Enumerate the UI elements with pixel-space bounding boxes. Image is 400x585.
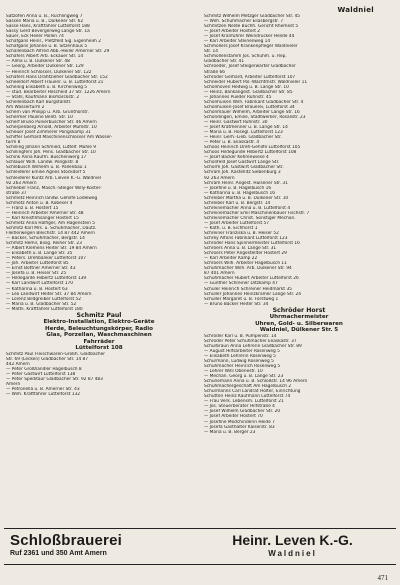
directory-entry: Straße 66	[204, 69, 225, 75]
directory-entry: Schiffer Gerhard Maschinenschlosser Am Wasser-	[6, 135, 113, 141]
business-detail: Herde, Beleuchtungskörper, Radio	[45, 325, 153, 332]
directory-entry: Schlebusch Wilhelm u. B. Pallenbau 1	[6, 165, 87, 171]
directory-entry: 92 263 Amern	[204, 175, 235, 181]
directory-entry: — Josef Arbeiter Hostert 2	[204, 29, 261, 35]
directory-entry: Schuhmacher Wilh. Arb. Dülkener Str. 94	[204, 266, 292, 272]
directory-entry: — Josef Arbeiter Lüttelforst 57	[204, 220, 269, 226]
directory-entry: Schafgans Johanne u. B. Sitzenhaus 5	[6, 44, 88, 50]
directory-entry: — Josef Kranführer Weindrucker Heilde 44	[204, 34, 295, 40]
directory-entry: Schmitz Karl Mrs. u. Schuhmacher, Dautz.	[6, 225, 97, 231]
directory-entry: Schrey Alfons Fabrikant Lüttelforst 123	[204, 236, 288, 242]
brewery-advertisement	[4, 528, 396, 565]
directory-entry: — Wilh. Schuhmacher Eliasbergstr. 7	[204, 19, 284, 25]
ad-brand-block	[4, 529, 189, 564]
directory-entry: turm 8	[6, 140, 21, 146]
directory-entry: Schütten Heinz Kaufmann Lüttelforst 74	[204, 394, 291, 400]
directory-entry: — Karl Kreisfilmsänger Hostert 15	[6, 215, 79, 221]
directory-entry: Schorm Joh. Gastwirt Gladbacher Str.	[204, 165, 284, 171]
right-column	[204, 14, 394, 435]
directory-entry: Gladbacher Str. 41	[204, 59, 245, 65]
directory-entry: Schreiber Martha u. B. Dülkener Str. 10	[204, 195, 289, 201]
directory-entry: — Katharina u. B. Hagelbusch 16	[204, 190, 275, 196]
directory-entry: — Josefine u. B. Hagelbusch 16	[204, 185, 272, 191]
directory-entry: Schönhuisen Wilh. Fabrikant Gladbacher Str. 4	[204, 99, 304, 105]
directory-entry: — Karl Landwirt Lüttelforst 170	[6, 281, 74, 287]
directory-entry: — Maria u. B. Berger 23	[204, 429, 256, 435]
ad-town-name: Waldniel	[268, 549, 317, 558]
directory-entry: Fleitlerwegen Bleichstr. 14 87 442 Amern	[6, 231, 95, 237]
directory-entry: — Josefa Gasthalter Kaiserstr. 83	[204, 424, 275, 430]
directory-entry: 92 263 Amern	[6, 180, 37, 186]
directory-entry: straße 37	[6, 190, 27, 196]
directory-entry: Schuhmacher Hubert Arbeiter Lüttelforst 26	[204, 276, 299, 282]
directory-entry: Schmitz Wilhelm Metzger Gladbacher Str. 45	[204, 14, 301, 19]
directory-entry: Scheinig Elisabeth u. B. Kirchenweg 5	[6, 84, 88, 90]
directory-entry: — Heinrich Schlosser, Dülkener Str. 122	[6, 69, 92, 75]
directory-entry: — Maria u. B. Gladbacher Str. 52	[6, 301, 77, 307]
directory-entry: — Josef Wilhelm Gladbacher Str. 20	[204, 409, 281, 415]
directory-entry: Schmöllers Josef Krankenpfleger Waldnieler	[204, 44, 298, 50]
directory-entry: — Lehrer Willi Obenestr. 10	[204, 369, 263, 375]
directory-entry: Schillingfers Joh. Pens. Gladbacher Str. 10	[6, 150, 96, 156]
directory-entry: Schroeder, Josef Steigerwärter Gladbacher	[204, 64, 296, 70]
directory-entry: Sauer, Eck Heiler Pollen 74	[6, 34, 64, 40]
directory-entry: — Peters. Drehbänker Lüttelforst 107	[6, 256, 86, 262]
directory-entry: — Kath. u. B. Eichhorst 1	[204, 225, 258, 231]
directory-entry: — Bruno Bäcker Heiter Str. 34	[204, 301, 269, 307]
directory-entry: — Peter Großhändler Hagelbusch 8	[6, 367, 82, 373]
directory-entry: Amern	[6, 382, 21, 388]
business-detail: Fahrräder	[83, 338, 115, 345]
ad-brand-name: Schloßbrauerei	[10, 532, 122, 549]
directory-entry: Scheeldorf Albert Frauenr. u. B. Lüttelforst 21	[6, 79, 104, 85]
directory-entry: Schröder Hans Spinnermeister Lüttelforst 16	[204, 241, 300, 247]
directory-entry: Schuhmachergeschäft Am Hagelbusch 2	[204, 384, 292, 390]
page-number: 471	[377, 574, 388, 582]
directory-entry: — August Hilfsarbeiter Rosenweg 5	[204, 348, 280, 354]
directory-entry: Schneider Hubert Pol.-Wachtmstr. Waldnieler 11	[204, 79, 308, 85]
directory-entry: Schünemann Anna u. B. Schloßstr. 14 96 Amern	[204, 379, 308, 385]
directory-entry: — Karl Arbeiter Steinenweg 14	[204, 39, 271, 45]
directory-entry: Schöndingen, Emilie, Stadtwerker, Rosalistr. 23	[204, 114, 306, 120]
directory-entry: Schleiderer Emilie Agnes Stockdorf 5	[6, 170, 86, 176]
business-subheading: Uhrmachermeister	[269, 313, 329, 320]
directory-entry: Schallenbach Alfred Abb.-Heiler Amerner Str. 29	[6, 49, 110, 55]
directory-entry: Schafgans Heinr., Pletzfeld Sig. Eigenheim 2	[6, 39, 101, 45]
directory-entry: Scherpenberg Arnold, Arbeiter Mühlstr. 10	[6, 125, 97, 131]
directory-entry: Sasse Hans, Kraftfahrer Lüttelforst 188	[6, 24, 90, 30]
directory-entry: Scheuer Josef Zimmerer Pongskamp 31	[6, 130, 91, 136]
directory-entry: Str. 14	[204, 49, 218, 55]
directory-entry: — Elisabeth Lehrerin Rosenweg 5	[204, 353, 276, 359]
directory-entry: — Leo Landwirt Heiter Str. 37 84 Amern	[6, 291, 92, 297]
directory-entry: — Heinz, Bankangest. Gladbacher Str. 85	[204, 89, 293, 95]
ad-phone-numbers: Ruf 2361 und 350 Amt Amern	[10, 550, 107, 557]
directory-entry: — Wilh. Kraftfahrer Lüttelforst 132	[6, 392, 80, 398]
directory-entry: Satzofen Anna u. B., Ruchlingweg 7	[6, 14, 83, 19]
directory-entry: — Franz u. B. Hostert 15	[6, 205, 59, 211]
directory-entry: Schröder Karl u. B. Pumpenstr. 14	[204, 333, 277, 339]
directory-entry: — Joh. Arbeiter Lüttelforst 85	[6, 261, 69, 267]
directory-entry: Schäfers Hans Drahtzieher Gladbacher Str. 152	[6, 74, 108, 80]
directory-entry: Schink Anna Kaufm. Buschenwerg 17	[6, 155, 87, 161]
directory-entry: Schoos Hildegunde Hilbertz Lüttelforst 108	[204, 150, 297, 156]
directory-entry: Schmetz Anton u. B. Kobeser 4	[6, 200, 73, 206]
directory-entry: Schönfeld Josef Gastwirt Lange Str.	[204, 160, 280, 166]
directory-entry: — Stahl, Kaufmann Bismarckstr. 2	[6, 94, 80, 100]
directory-entry: — Josefine Mödchinderin Heide 7	[204, 419, 275, 425]
directory-entry: Schmetz Heinrich landw. Gehilfe Lodelweg	[6, 195, 98, 201]
business-detail: Uhren, Gold- u. Silberwaren	[255, 320, 343, 327]
directory-entry: — Jos. Steuerberater Hilfstraße 4	[204, 404, 275, 410]
directory-entry: Schellenbach Karl Bürgstallstr.	[6, 99, 72, 105]
directory-entry: — Hildegarde Hilbertz Lüttelforst 139	[6, 276, 87, 282]
business-heading: Schmitz Paul	[76, 311, 122, 319]
directory-entry: Schern van Philipp u. Arb. Grünthorstr.	[6, 109, 89, 115]
directory-entry: — stud. Bearbeiter Hilscheid 37 Str. 1226 Amern	[6, 89, 111, 95]
business-detail: Waldniel, Dülkener Str. 5	[259, 327, 339, 334]
directory-entry: — Frau Verk. Lebensm. Lüttelforst 21	[204, 399, 284, 405]
directory-entry: 442 Amern	[6, 362, 30, 368]
directory-entry: — Mechan. Georg u. B. Lange Str. 23	[204, 374, 284, 380]
directory-entry: — Peter Speditaur Gladbacher Str. 92 87 483	[6, 377, 103, 383]
directory-entry: — Heinrich Arbeiter Amerner Str. 48	[6, 210, 84, 216]
directory-entry: Schram Heinr. Angest. Hülsener Str. 31	[204, 180, 288, 186]
directory-entry: — Günther Schreiner Ditzkamp 47	[204, 281, 278, 287]
directory-entry: — Lorenz Bildgreiber Lüttelforst 52	[6, 296, 81, 302]
directory-entry: — Josef Arbeiter Hostert 70	[204, 414, 263, 420]
directory-entry: Schreinemacher Christ. Sonstiger Mechan.	[204, 215, 296, 221]
directory-entry: 87 401 Amern	[204, 271, 235, 277]
directory-entry: Schönmauer Wilhelm, Arbeiter Lange Str. 16	[204, 109, 300, 115]
business-detail: Lüttelforst 108	[75, 345, 123, 352]
directory-entry: Schreiner Franziska u. B. Heiser 52	[204, 231, 279, 237]
directory-entry: — Georg, Arbeiter Dülkener Str. 129	[6, 64, 84, 70]
directory-entry: Schürmann, Ludwig Rosenweg 5	[204, 358, 274, 364]
directory-entry: Schüller Margaret u. B. Forstweg 1	[204, 296, 279, 302]
directory-entry: — Josef Bäcker Kehrenwiese 4	[204, 155, 269, 161]
directory-entry: Sassy Gerd Bevergerweg Länge Str. 1a	[6, 29, 90, 35]
directory-entry: Schermer Pauline Bentl. Str. 10	[6, 114, 73, 120]
directory-entry: Schuhmacher Heinrich Rosenweg 5	[204, 363, 281, 369]
directory-entry: Schmetz Anna Hälfiger, Am Hagenstein 5	[6, 220, 96, 226]
directory-entry: Schreiber Karl u. B. Bergstr. 14	[204, 200, 271, 206]
directory-entry: Schram Joh. Kastellitz Siebenburg 3	[204, 170, 281, 176]
directory-entry: Schleiderer Kuntz Arb. Lieven K.-G. Waldniel	[6, 175, 101, 181]
directory-entry: Schlieber Franz, Masch.-Steiger Willy-Köster-	[6, 185, 102, 191]
directory-entry: Schröder Gerhard, Arbeiter Lüttelforst 107	[204, 74, 296, 80]
directory-entry: Schüler Heinrich Schreiner Heidmarkt 35	[204, 286, 292, 292]
business-detail: Glas, Porzellan, Waschmaschinen	[46, 332, 152, 339]
directory-entry: Schüller Johannes Heinzkramer Lange Str. 24	[204, 291, 302, 297]
directory-entry: — Alma u. B. Dülkener Str. 48	[6, 59, 70, 65]
directory-entry: Schürmanns Carl Landrat Holter, Einrichtung	[204, 389, 301, 395]
running-head: Waldniel	[337, 6, 374, 14]
directory-entry: Scherf Bruno Pulverbuscher Str. 46 Amern	[6, 119, 97, 125]
directory-entry: — Heinr. Gastwirt Rühnstr. 30	[204, 119, 268, 125]
directory-entry: — Peter u. B. Eliaskastr. 4	[204, 140, 260, 146]
directory-entry: Schönhoven Hedwig u. B. Lange Str. 10	[204, 84, 289, 90]
directory-entry: — Katharina u. B. Hostert 63	[6, 286, 68, 292]
directory-entry: Schlauer Wilh. Landw. Pongkstr. 8	[6, 160, 79, 166]
directory-entry: — Johannes Pueder Rühnstr. 45	[204, 94, 272, 100]
directory-entry: Schürbraun Anna Lehrerin Gladbacher Str. 89	[204, 343, 302, 349]
directory-entry: — Maria u. B. Rosegl. Lüttelforst 123	[204, 130, 283, 136]
directory-entry: — Mathi. Kraftfahrer Lüttelforst 180	[6, 306, 83, 312]
directory-entry: Schroers Peter Angestellter Hostert 29	[204, 251, 287, 257]
business-detail: Elektro-Installation, Elektro-Geräte	[43, 318, 155, 325]
directory-entry: Schmöllenstamm Jos. Schuhm. u. Rep.	[204, 54, 287, 60]
directory-entry: Schoos Heinrich Dreh-Gehilfe Lüttelforst 105	[204, 145, 301, 151]
directory-entry: — Josef Kratmenner u. B. Lange Str. 14	[204, 125, 288, 131]
directory-entry: — Karl Arbeiter Kamp 22	[204, 256, 258, 262]
ad-company-block	[189, 529, 396, 564]
business-heading: Schröder Horst	[272, 306, 326, 314]
directory-entry: Str. 69 (Lecken) Gladbacher Str. 14 87	[6, 356, 89, 362]
directory-entry: — Albert Klemens Heiter Str. 19 84 Amern	[6, 246, 97, 252]
ad-company-name: Heinr. Leven K.-G.	[232, 532, 353, 548]
directory-entry: Schreinemacher Anna u. B. Lüttelforst 4	[204, 205, 291, 211]
directory-entry: — Elisabeth u. B. Lange Str. 35	[6, 251, 73, 257]
directory-entry: Schmitz Hemil, Bisig. Reiher Str. 23	[6, 241, 82, 247]
directory-entry: Schäfers Albert Arb. Eckauer Str. 14	[6, 54, 84, 60]
directory-entry: Am Wasserturm 2	[6, 104, 45, 110]
directory-entry: Schreinemacher Emil Maschinenbauer Fischstr. 7	[204, 210, 310, 216]
directory-entry: Schroers Anna u. B. Lange Str. 31	[204, 246, 277, 252]
directory-entry: Schroers Wilh. Arbeiter Hagelbusch 11	[204, 261, 287, 267]
directory-entry: Schmitz Paul Fleischwaren-Großh. Gladbacher	[6, 351, 106, 357]
directory-entry: — Josefa u. B. Heiser Str. 25	[6, 271, 67, 277]
directory-entry: — Heinr. Gerh.-Lieb. Gladbacher Str.	[204, 135, 282, 141]
directory-entry: Schilling Johann Schmied, Lüttelf. Mühle 9	[6, 145, 97, 151]
directory-entry: Sassen Maria u. B., Dülkener Str. 62	[6, 19, 84, 25]
directory-entry: Schönhuisen-Josef Brauerei, Lüttelforst 34	[204, 104, 295, 110]
directory-entry: — Bäcker, Schuhmacher, Bergstr. 14	[6, 236, 85, 242]
directory-entry: — Ernst Böttner Amerner Str. 43	[6, 266, 76, 272]
directory-entry: Schröder Peter Schuhmacher Eliaskastr. 37	[204, 338, 297, 344]
directory-entry: — Peter Gastwirt Lüttelforst 138	[6, 372, 76, 378]
directory-entry: — Petronella u. B. Amerner Str. 43	[6, 387, 80, 393]
left-column	[6, 14, 192, 397]
directory-entry: Schmitzen Nelde Buchh. Gericht Rhemest 5	[204, 24, 299, 30]
